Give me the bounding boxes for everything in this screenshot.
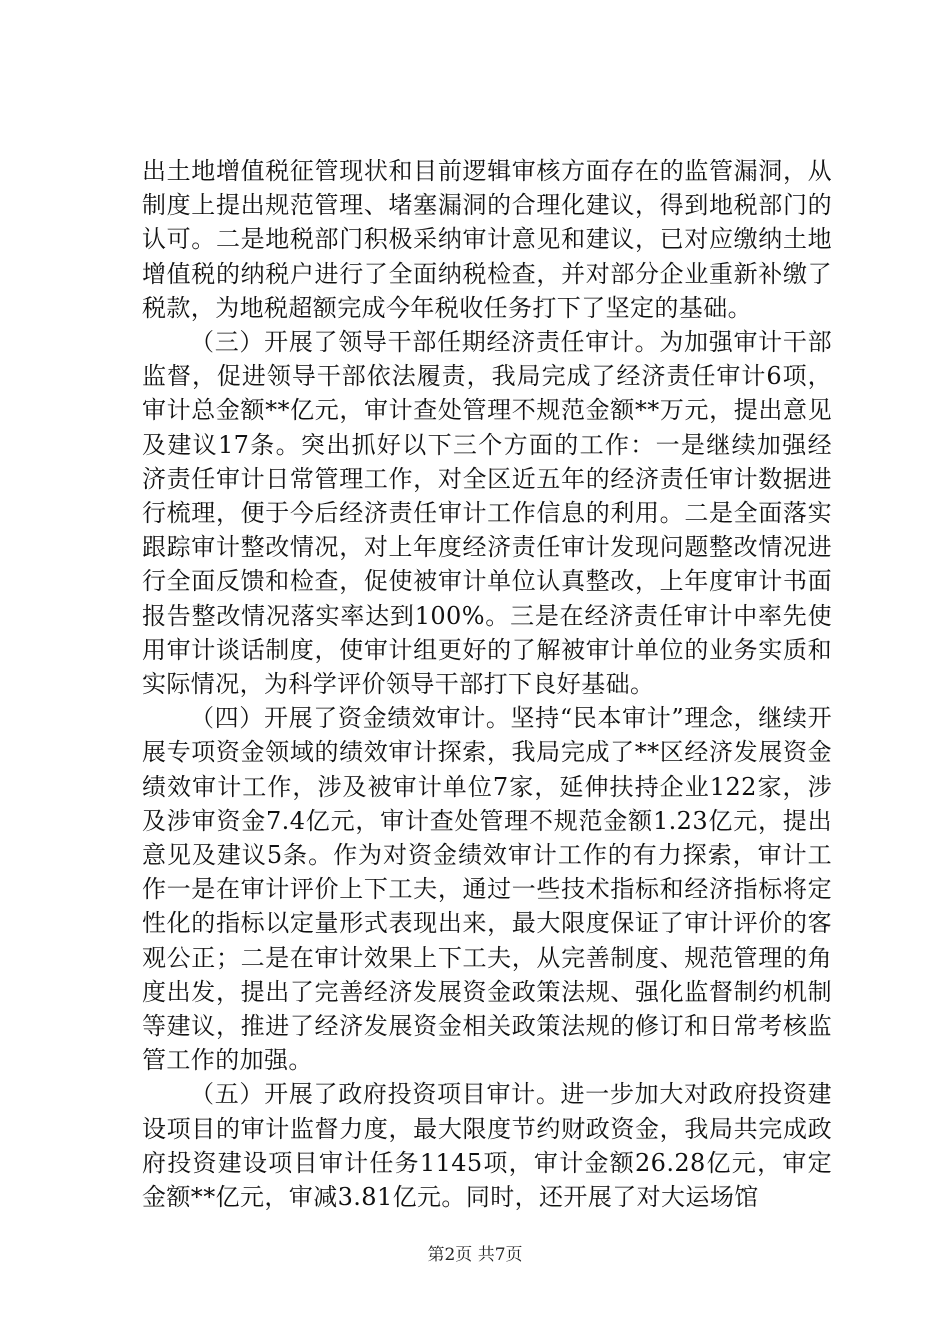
page-number-footer: 第2页 共7页 — [427, 1245, 523, 1265]
paragraph-section-4: （四）开展了资金绩效审计。坚持“民本审计”理念，继续开展专项资金领域的绩效审计探索，我局完成了**区经济发展资金绩效审计工作，涉及被审计单位7家，延伸扶持企业122家，涉及涉审资金7.4亿元，审计查处管理不规范金额1.23亿元，提出意见及建议5条。作为对资金绩效审计工作的有力探索，审计工作一是在审计评价上下工夫，通过一些技术指标和经济指标将定性化的指标以定量形式表现出来，最大限度保证了审计评价的客观公正；二是在审计效果上下工夫，从完善制度、规范管理的角度出发，提出了完善经济发展资金政策法规、强化监督制约机制等建议，推进了经济发展资金相关政策法规的修订和日常考核监管工作的加强。 — [142, 704, 832, 1075]
document-body — [142, 154, 832, 1214]
paragraph-section-5: （五）开展了政府投资项目审计。进一步加大对政府投资建设项目的审计监督力度，最大限度节约财政资金，我局共完成政府投资建设项目审计任务1145项，审计金额26.28亿元，审定金额**亿元，审减3.81亿元。同时，还开展了对大运场馆 — [142, 1080, 832, 1212]
paragraph-section-3: （三）开展了领导干部任期经济责任审计。为加强审计干部监督，促进领导干部依法履责，我局完成了经济责任审计6项，审计总金额**亿元，审计查处管理不规范金额**万元，提出意见及建议17条。突出抓好以下三个方面的工作：一是继续加强经济责任审计日常管理工作，对全区近五年的经济责任审计数据进行梳理，便于今后经济责任审计工作信息的利用。二是全面落实跟踪审计整改情况，对上年度经济责任审计发现问题整改情况进行全面反馈和检查，促使被审计单位认真整改，上年度审计书面报告整改情况落实率达到100%。三是在经济责任审计中率先使用审计谈话制度，使审计组更好的了解被审计单位的业务实质和实际情况，为科学评价领导干部打下良好基础。 — [142, 328, 832, 699]
paragraph-continuation: 出土地增值税征管现状和目前逻辑审核方面存在的监管漏洞，从制度上提出规范管理、堵塞漏洞的合理化建议，得到地税部门的认可。二是地税部门积极采纳审计意见和建议，已对应缴纳土地增值税的纳税户进行了全面纳税检查，并对部分企业重新补缴了税款，为地税超额完成今年税收任务打下了坚定的基础。 — [142, 157, 832, 322]
